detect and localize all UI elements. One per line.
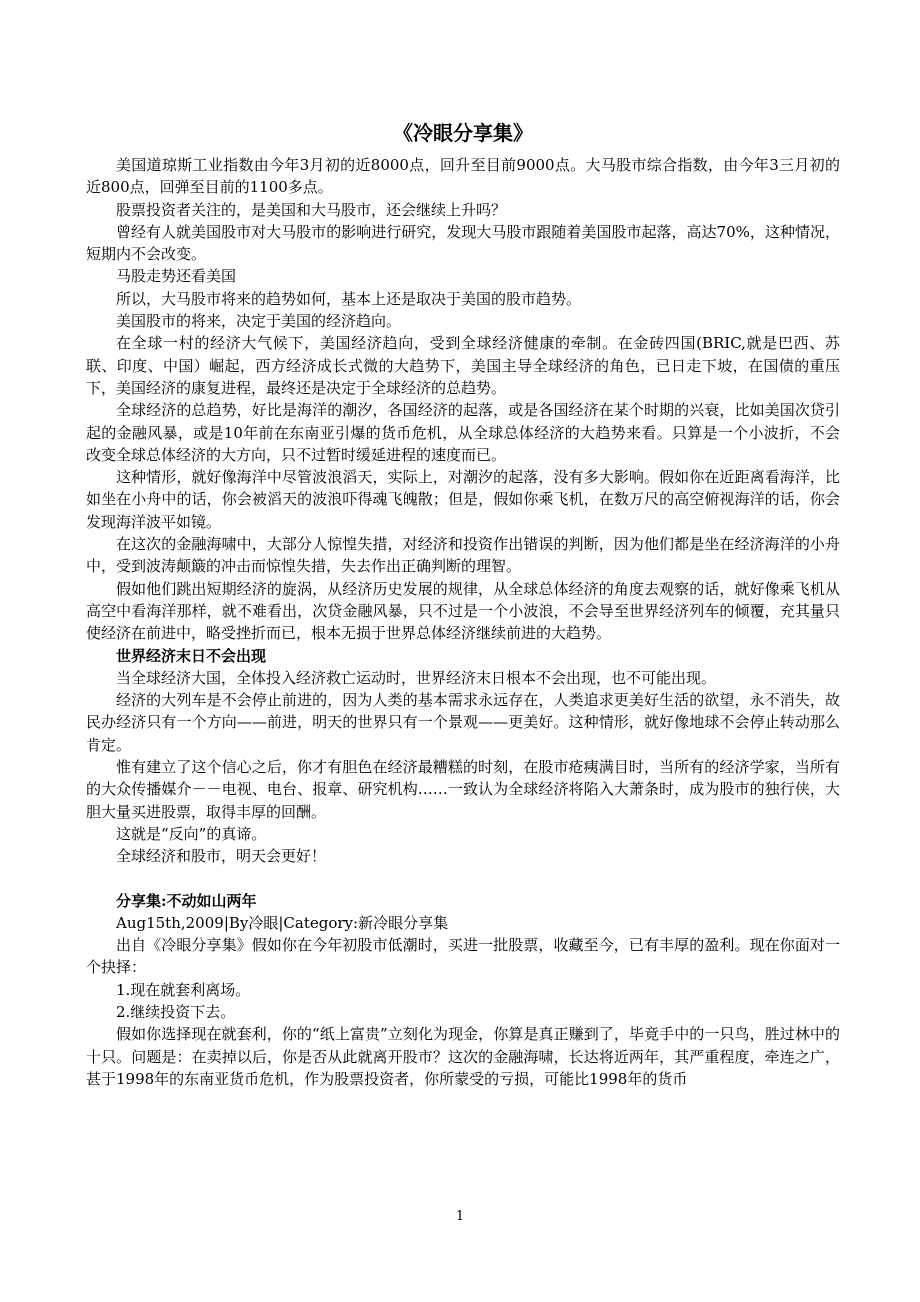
paragraph: 股票投资者关注的，是美国和大马股市，还会继续上升吗？ [116,200,507,219]
section-heading: 分享集:不动如山两年 [116,891,257,910]
paragraph: 美国道琼斯工业指数由今年3月初的近8000点，回升至目前9000点。大马股市综合指数，由今年3三月初的近800点，回弹至目前的1100多点。 [86,156,840,197]
paragraph: 全球经济和股市，明天会更好！ [116,847,327,866]
paragraph: 这种情形，就好像海洋中尽管波浪滔天，实际上，对潮汐的起落，没有多大影响。假如你在近距离看海洋，比如坐在小舟中的话，你会被滔天的波浪吓得魂飞魄散；但是，假如你乘飞机，在数万尺的高空俯视海洋的话，你会发现海洋波平如镜。 [86,468,840,531]
list-item: 2.继续投资下去。 [116,1002,236,1021]
paragraph: 出自《冷眼分享集》假如你在今年初股市低潮时，买进一批股票，收藏至今，已有丰厚的盈利。现在你面对一个抉择： [86,936,840,977]
paragraph: 假如他们跳出短期经济的旋涡，从经济历史发展的规律，从全球总体经济的角度去观察的话，就好像乘飞机从高空中看海洋那样，就不难看出，次贷金融风暴，只不过是一个小波浪，不会导至世界经济列车的倾覆，充其量只使经济在前进中，略受挫折而已，根本无损于世界总体经济继续前进的大趋势。 [86,579,840,643]
paragraph: 曾经有人就美国股市对大马股市的影响进行研究，发现大马股市跟随着美国股市起落，高达70%，这种情况，短期内不会改变。 [86,222,840,264]
paragraph: 在全球一村的经济大气候下，美国经济趋向，受到全球经济健康的牵制。在金砖四国(BRIC,就是巴西、苏联、印度、中国）崛起，西方经济成长式微的大趋势下，美国主导全球经济的角色，已日走下坡，在国债的重压下，美国经济的康复进程，最终还是决定于全球经济的总趋势。 [86,334,840,397]
list-item: 1.现在就套利离场。 [116,980,251,999]
subheading: 马股走势还看美国 [116,267,237,286]
paragraph: 全球经济的总趋势，好比是海洋的潮汐，各国经济的起落，或是各国经济在某个时期的兴衰，比如美国次贷引起的金融风暴，或是10年前在东南亚引爆的货币危机，从全球总体经济的大趋势来看。只算是一个小波折，不会改变全球总体经济的大方向，只不过暂时缓延进程的速度而已。 [86,401,840,464]
paragraph: 经济的大列车是不会停止前进的，因为人类的基本需求永远存在，人类追求更美好生活的欲望，永不消失，故民办经济只有一个方向——前进，明天的世界只有一个景观——更美好。这种情形，就好像地球不会停止转动那么肯定。 [86,691,840,754]
paragraph: 这就是“反向”的真谛。 [116,824,267,843]
blank-line [86,868,840,890]
paragraph: 美国股市的将来，决定于美国的经济趋向。 [116,312,402,331]
byline: Aug15th,2009|By冷眼|Category:新冷眼分享集 [116,913,449,932]
paragraph: 当全球经济大国，全体投入经济救亡运动时，世界经济末日根本不会出现，也不可能出现。 [116,668,717,687]
document-title: 《冷眼分享集》 [393,121,533,145]
section-heading: 世界经济末日不会出现 [116,646,267,665]
page-number: 1 [455,1209,465,1224]
paragraph: 所以，大马股市将来的趋势如何，基本上还是取决于美国的股市趋势。 [116,289,582,308]
paragraph: 在这次的金融海啸中，大部分人惊惶失措，对经济和投资作出错误的判断，因为他们都是坐在经济海洋的小舟中，受到波涛颠簸的冲击而惊惶失措，失去作出正确判断的理智。 [86,535,840,576]
paragraph: 惟有建立了这个信心之后，你才有胆色在经济最糟糕的时刻，在股市疮痍满目时，当所有的经济学家，当所有的大众传播媒介－－电视、电台、报章、研究机构……一致认为全球经济将陷入大萧条时，成为股市的独行侠，大胆大量买进股票，取得丰厚的回酬。 [86,758,840,821]
document-body [86,118,840,1090]
paragraph: 假如你选择现在就套利，你的“纸上富贵”立刻化为现金，你算是真正赚到了，毕竟手中的一只鸟，胜过林中的十只。问题是：在卖掉以后，你是否从此就离开股市？这次的金融海啸，长达将近两年，其严重程度，牵连之广，甚于1998年的东南亚货币危机，作为股票投资者，你所蒙受的亏损，可能比1998年的货币 [86,1025,840,1088]
